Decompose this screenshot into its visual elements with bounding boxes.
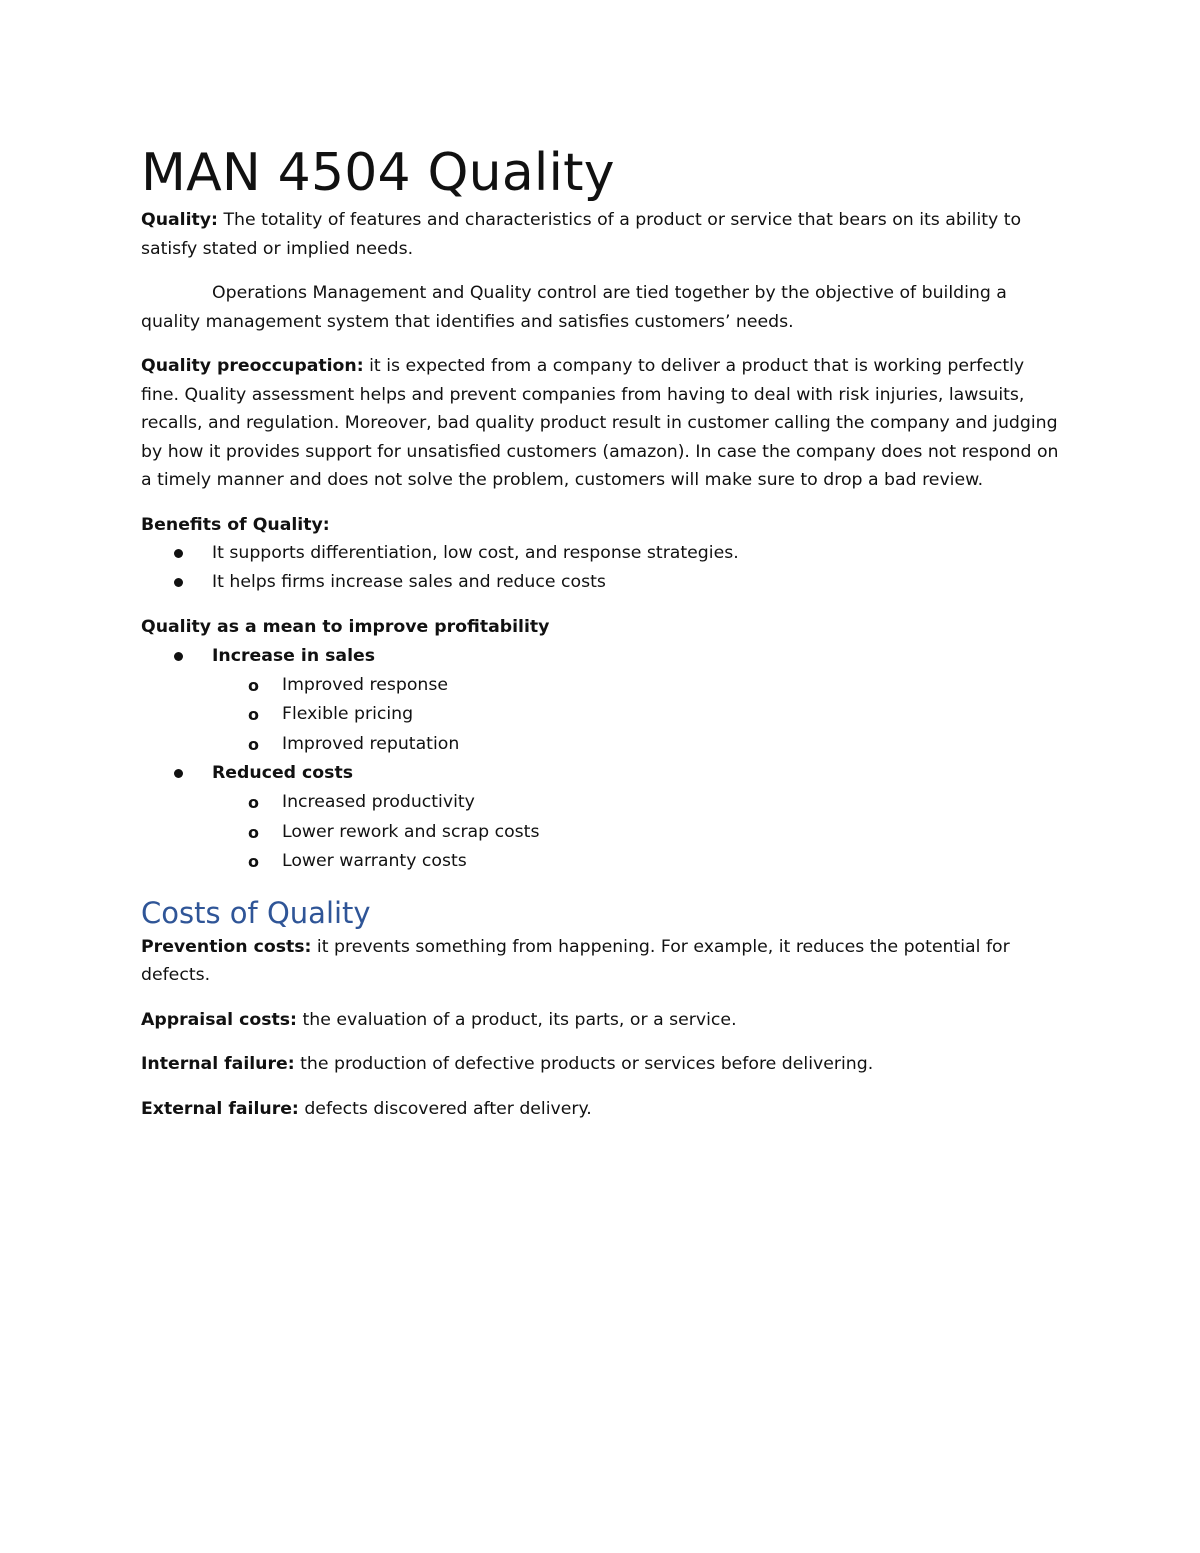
list-item [141, 539, 1061, 568]
circle-bullet-icon: o [248, 675, 259, 695]
sublist-item [212, 847, 1061, 877]
quality-preoccupation-text: it is expected from a company to deliver a product that is working perfectly fine. Quality assessment helps and prevent companies from having to deal with risk injuries, lawsuits, recalls, and regulation. Moreover, bad quality product result in customer calling the company and judging by how it provides support for unsatisfied customers (amazon). In case the company does not respond on a timely manner and does not solve the problem, customers will make sure to drop a bad review. [141, 356, 1059, 490]
group-label-costs: Reduced costs [212, 763, 354, 783]
quality-definition-text: The totality of features and characteristics of a product or service that bears on its ability to satisfy stated or implied needs. [141, 210, 1022, 259]
circle-bullet-icon: o [248, 705, 259, 724]
cost-entry-internal-failure [141, 1050, 1061, 1079]
cost-entry-text: the evaluation of a product, its parts, or a service. [296, 1009, 737, 1030]
cost-entry-external-failure [141, 1095, 1061, 1124]
group-label-sales: Increase in sales [212, 645, 376, 666]
profitability-list [141, 642, 1061, 877]
profitability-heading: Quality as a mean to improve profitability [141, 617, 550, 637]
document-title: MAN 4504 Quality [141, 143, 615, 203]
circle-bullet-icon: o [248, 822, 259, 842]
bullet-icon [174, 652, 183, 661]
bullet-icon [174, 549, 183, 558]
sublist-item-text: Improved reputation [282, 733, 460, 754]
benefits-heading: Benefits of Quality: [141, 514, 330, 535]
cost-entry-text: the production of defective products or services before delivering. [294, 1054, 874, 1074]
sublist-item-text: Flexible pricing [282, 704, 414, 724]
costs-heading: Costs of Quality [141, 895, 371, 930]
bullet-icon [174, 769, 183, 778]
quality-definition-label: Quality: [141, 210, 218, 230]
circle-bullet-icon: o [248, 793, 259, 812]
quality-preoccupation [141, 352, 1061, 495]
list-item [141, 642, 1061, 760]
circle-bullet-icon: o [248, 734, 259, 754]
sublist-item-text: Increased productivity [282, 792, 475, 812]
cost-entry-text: defects discovered after delivery. [298, 1098, 592, 1119]
sublist-item [212, 818, 1061, 848]
sublist-item-text: Lower warranty costs [282, 851, 467, 871]
sublist-item [212, 671, 1061, 701]
costs-sublist [212, 788, 1061, 877]
cost-entry-label: Internal failure: [141, 1054, 295, 1074]
document-page [141, 140, 1061, 1139]
sales-sublist [212, 671, 1061, 760]
cost-entry-label: Appraisal costs: [141, 1009, 297, 1030]
sublist-item-text: Lower rework and scrap costs [282, 821, 540, 842]
cost-entry-appraisal [141, 1006, 1061, 1035]
list-item-text: It helps firms increase sales and reduce costs [212, 572, 606, 592]
sublist-item [212, 700, 1061, 730]
list-item-text: It supports differentiation, low cost, and response strategies. [212, 543, 739, 563]
list-item [141, 568, 1061, 597]
circle-bullet-icon: o [248, 852, 259, 871]
cost-entry-label: External failure: [141, 1098, 299, 1119]
operations-paragraph: Operations Management and Quality control are tied together by the objective of building a quality management system that identifies and satisfies customers’ needs. [141, 283, 1007, 332]
sublist-item [212, 788, 1061, 818]
cost-entry-label: Prevention costs: [141, 936, 312, 957]
quality-preoccupation-label: Quality preoccupation: [141, 356, 364, 376]
cost-entry-text: it prevents something from happening. For example, it reduces the potential for defects. [141, 936, 1010, 985]
sublist-item [212, 730, 1061, 760]
benefits-list [141, 539, 1061, 597]
sublist-item-text: Improved response [282, 674, 449, 695]
cost-entry-prevention [141, 933, 1061, 990]
quality-definition [141, 206, 1061, 263]
list-item [141, 759, 1061, 877]
bullet-icon [174, 578, 183, 587]
